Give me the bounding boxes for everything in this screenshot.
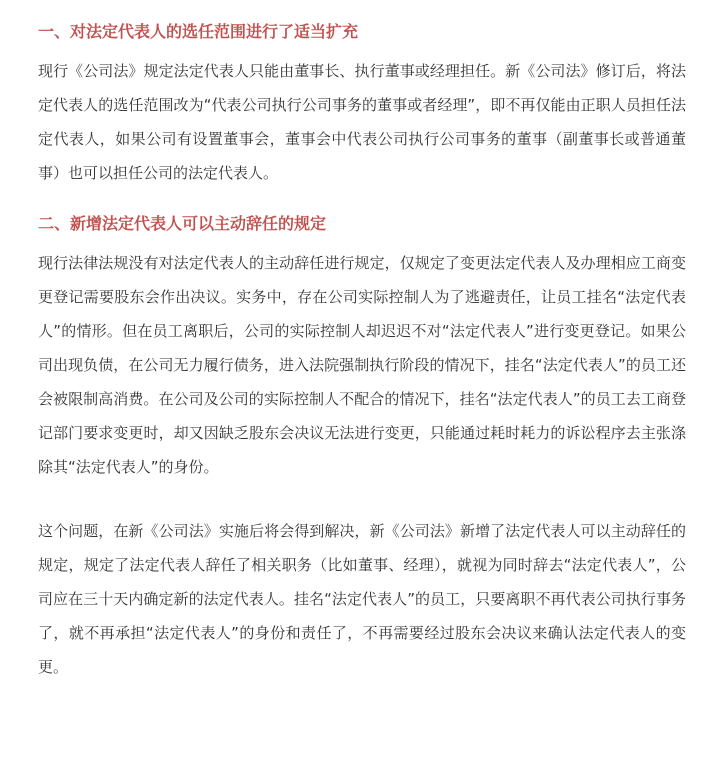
section-spacer bbox=[38, 190, 686, 210]
section-2-paragraph-1: 现行法律法规没有对法定代表人的主动辞任进行规定，仅规定了变更法定代表人及办理相应工商变更登记需要股东会作出决议。实务中，存在公司实际控制人为了逃避责任，让员工挂名“法定代表人”的情形。但在员工离职后，公司的实际控制人却迟迟不对“法定代表人”进行变更登记。如果公司出现负债，在公司无力履行债务，进入法院强制执行阶段的情况下，挂名“法定代表人”的员工还会被限制高消费。在公司及公司的实际控制人不配合的情况下，挂名“法定代表人”的员工去工商登记部门要求变更时，却又因缺乏股东会决议无法进行变更，只能通过耗时耗力的诉讼程序去主张涤除其“法定代表人”的身份。 bbox=[38, 254, 686, 476]
section-1-paragraph-1: 现行《公司法》规定法定代表人只能由董事长、执行董事或经理担任。新《公司法》修订后，将法定代表人的选任范围改为“代表公司执行公司事务的董事或者经理”，即不再仅能由正职人员担任法定代表人，如果公司有设置董事会，董事会中代表公司执行公司事务的董事（副董事长或普通董事）也可以担任公司的法定代表人。 bbox=[38, 62, 686, 182]
article-body bbox=[38, 18, 686, 684]
section-2-heading: 二、新增法定代表人可以主动辞任的规定 bbox=[38, 214, 327, 233]
section-2-paragraph-2: 这个问题，在新《公司法》实施后将会得到解决，新《公司法》新增了法定代表人可以主动辞任的规定，规定了法定代表人辞任了相关职务（比如董事、经理），就视为同时辞去“法定代表人”，公司应在三十天内确定新的法定代表人。挂名“法定代表人”的员工，只要离职不再代表公司执行事务了，就不再承担“法定代表人”的身份和责任了，不再需要经过股东会决议来确认法定代表人的变更。 bbox=[38, 522, 686, 676]
section-1-heading: 一、对法定代表人的选任范围进行了适当扩充 bbox=[38, 22, 359, 41]
paragraph-spacer bbox=[38, 484, 686, 514]
